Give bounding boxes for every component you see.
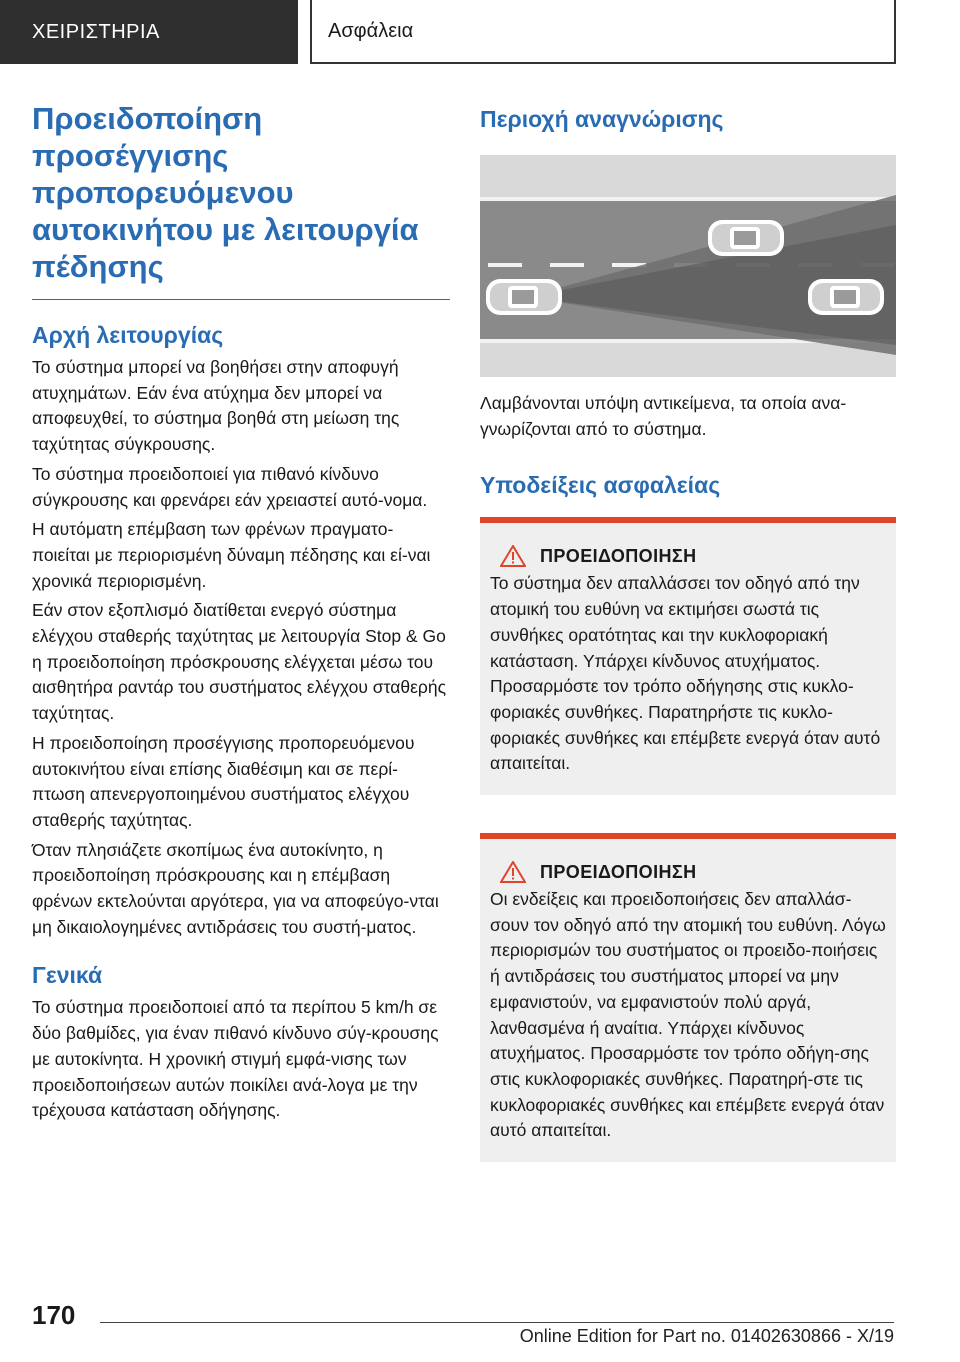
detection-area-figure xyxy=(480,155,896,377)
chapter-tab xyxy=(310,0,896,64)
detection-diagram xyxy=(480,155,896,377)
principle-paragraph-2: Το σύστημα προειδοποιεί για πιθανό κίνδυνο σύγκρουσης και φρενάρει εάν χρειαστεί αυτό-νομα. xyxy=(32,463,428,510)
general-paragraph: Το σύστημα προειδοποιεί από τα περίπου 5 km/h σε δύο βαθμίδες, για έναν πιθανό κίνδυνο σύγ-κρουσης με αυτοκίνητα. Η χρονική στιγμή εμφά-νισης των προειδοποιήσεων αυτών ποικίλει ανά-λογα με την τρέχουσα κατάσταση οδήγησης. xyxy=(32,997,439,1121)
warning-triangle-icon xyxy=(500,545,526,567)
footer-divider xyxy=(100,1322,894,1323)
principle-paragraph-1: Το σύστημα μπορεί να βοηθήσει στην αποφυγή ατυχημάτων. Εάν ένα ατύχημα δεν μπορεί να αποφευχθεί, το σύστημα βοηθά στη μείωση της ταχύτητας σύγκρουσης. xyxy=(32,357,400,455)
principle-paragraph-6: Όταν πλησιάζετε σκοπίμως ένα αυτοκίνητο, η προειδοποίηση πρόσκρουσης και η επέμβαση φρένων εκτελούνται αργότερα, για να αποφεύγο-νται μη δικαιολογημένες αντιδράσεις του συστή-ματος. xyxy=(32,839,439,937)
warning-text: Το σύστημα δεν απαλλάσσει τον οδηγό από την ατομική του ευθύνη να εκτιμήσει σωστά τις συνθήκες ορατότητας και την κυκλοφοριακή κατάσταση. Υπάρχει κίνδυνος ατυχήματος. Προσαρμόστε τον τρόπο οδήγησης στις κυκλο-φοριακές συνθήκες. Παρατηρήστε τις κυκλο-φοριακές συνθήκες και επέμβετε ενεργά όταν αυτό απαιτείται. xyxy=(490,573,881,774)
warning-label: ΠΡΟΕΙΔΟΠΟΙΗΣΗ xyxy=(540,545,697,566)
principle-heading: Αρχή λειτουργίας xyxy=(32,322,224,348)
principle-paragraph-5: Η προειδοποίηση προσέγγισης προπορευόμενου αυτοκινήτου είναι επίσης διαθέσιμη και σε περί-πτωση απενεργοποιημένου συστήματος ελέγχου σταθερής ταχύτητας. xyxy=(32,732,415,830)
edition-note: Online Edition for Part no. 01402630866 - X/19 xyxy=(519,1326,894,1346)
warning-box-1 xyxy=(480,517,896,795)
right-column xyxy=(480,100,896,1162)
car-right-icon xyxy=(808,279,884,315)
warning-text: Οι ενδείξεις και προειδοποιήσεις δεν απαλλάσ-σουν τον οδηγό από την ατομική του ευθύνη. Λόγω περιορισμών του συστήματος οι προειδο-ποιήσεις ή αντιδράσεις του συστήματος μπορεί να μην εμφανιστούν, να εμφανιστούν πολύ αργά, λανθασμένα ή αναίτια. Υπάρχει κίνδυνος ατυχήματος. Προσαρμόστε τον τρόπο οδήγη-σης στις κυκλοφοριακές συνθήκες. Παρατηρή-στε τις κυκλοφοριακές συνθήκες και επέμβετε ενεργά όταν αυτό απαιτείται. xyxy=(490,889,886,1141)
principle-paragraph-4: Εάν στον εξοπλισμό διατίθεται ενεργό σύστημα ελέγχου σταθερής ταχύτητας με λειτουργία Stop & Go η προειδοποίηση πρόσκρουσης ελέγχεται μέσω του αισθητήρα ραντάρ του συστήματος ελέγχου σταθερής ταχύτητας. xyxy=(32,600,447,724)
safety-heading: Υποδείξεις ασφαλείας xyxy=(480,472,721,499)
page-title: Προειδοποίηση προσέγγισης προπορευόμενου αυτοκινήτου με λειτουργία πέδησης xyxy=(32,100,450,300)
warning-label: ΠΡΟΕΙΔΟΠΟΙΗΣΗ xyxy=(540,861,697,882)
chapter-label: Ασφάλεια xyxy=(328,19,414,42)
figure-caption: Λαμβάνονται υπόψη αντικείμενα, τα οποία ανα-γνωρίζονται από το σύστημα. xyxy=(480,393,847,439)
left-column xyxy=(32,100,450,1124)
section-label: ΧΕΙΡΙΣΤΗΡΙΑ xyxy=(32,20,160,43)
detection-heading: Περιοχή αναγνώρισης xyxy=(480,106,724,132)
general-heading: Γενικά xyxy=(32,962,103,989)
principle-paragraph-3: Η αυτόματη επέμβαση των φρένων πραγματο-ποιείται με περιορισμένη δύναμη πέδησης και εί-ναι χρονικά περιορισμένη. xyxy=(32,519,431,591)
section-tab xyxy=(0,0,298,64)
warning-box-2 xyxy=(480,833,896,1162)
car-front-icon xyxy=(708,220,784,256)
warning-triangle-icon xyxy=(500,861,526,883)
own-car-icon xyxy=(486,279,562,315)
page-number: 170 xyxy=(32,1300,76,1330)
